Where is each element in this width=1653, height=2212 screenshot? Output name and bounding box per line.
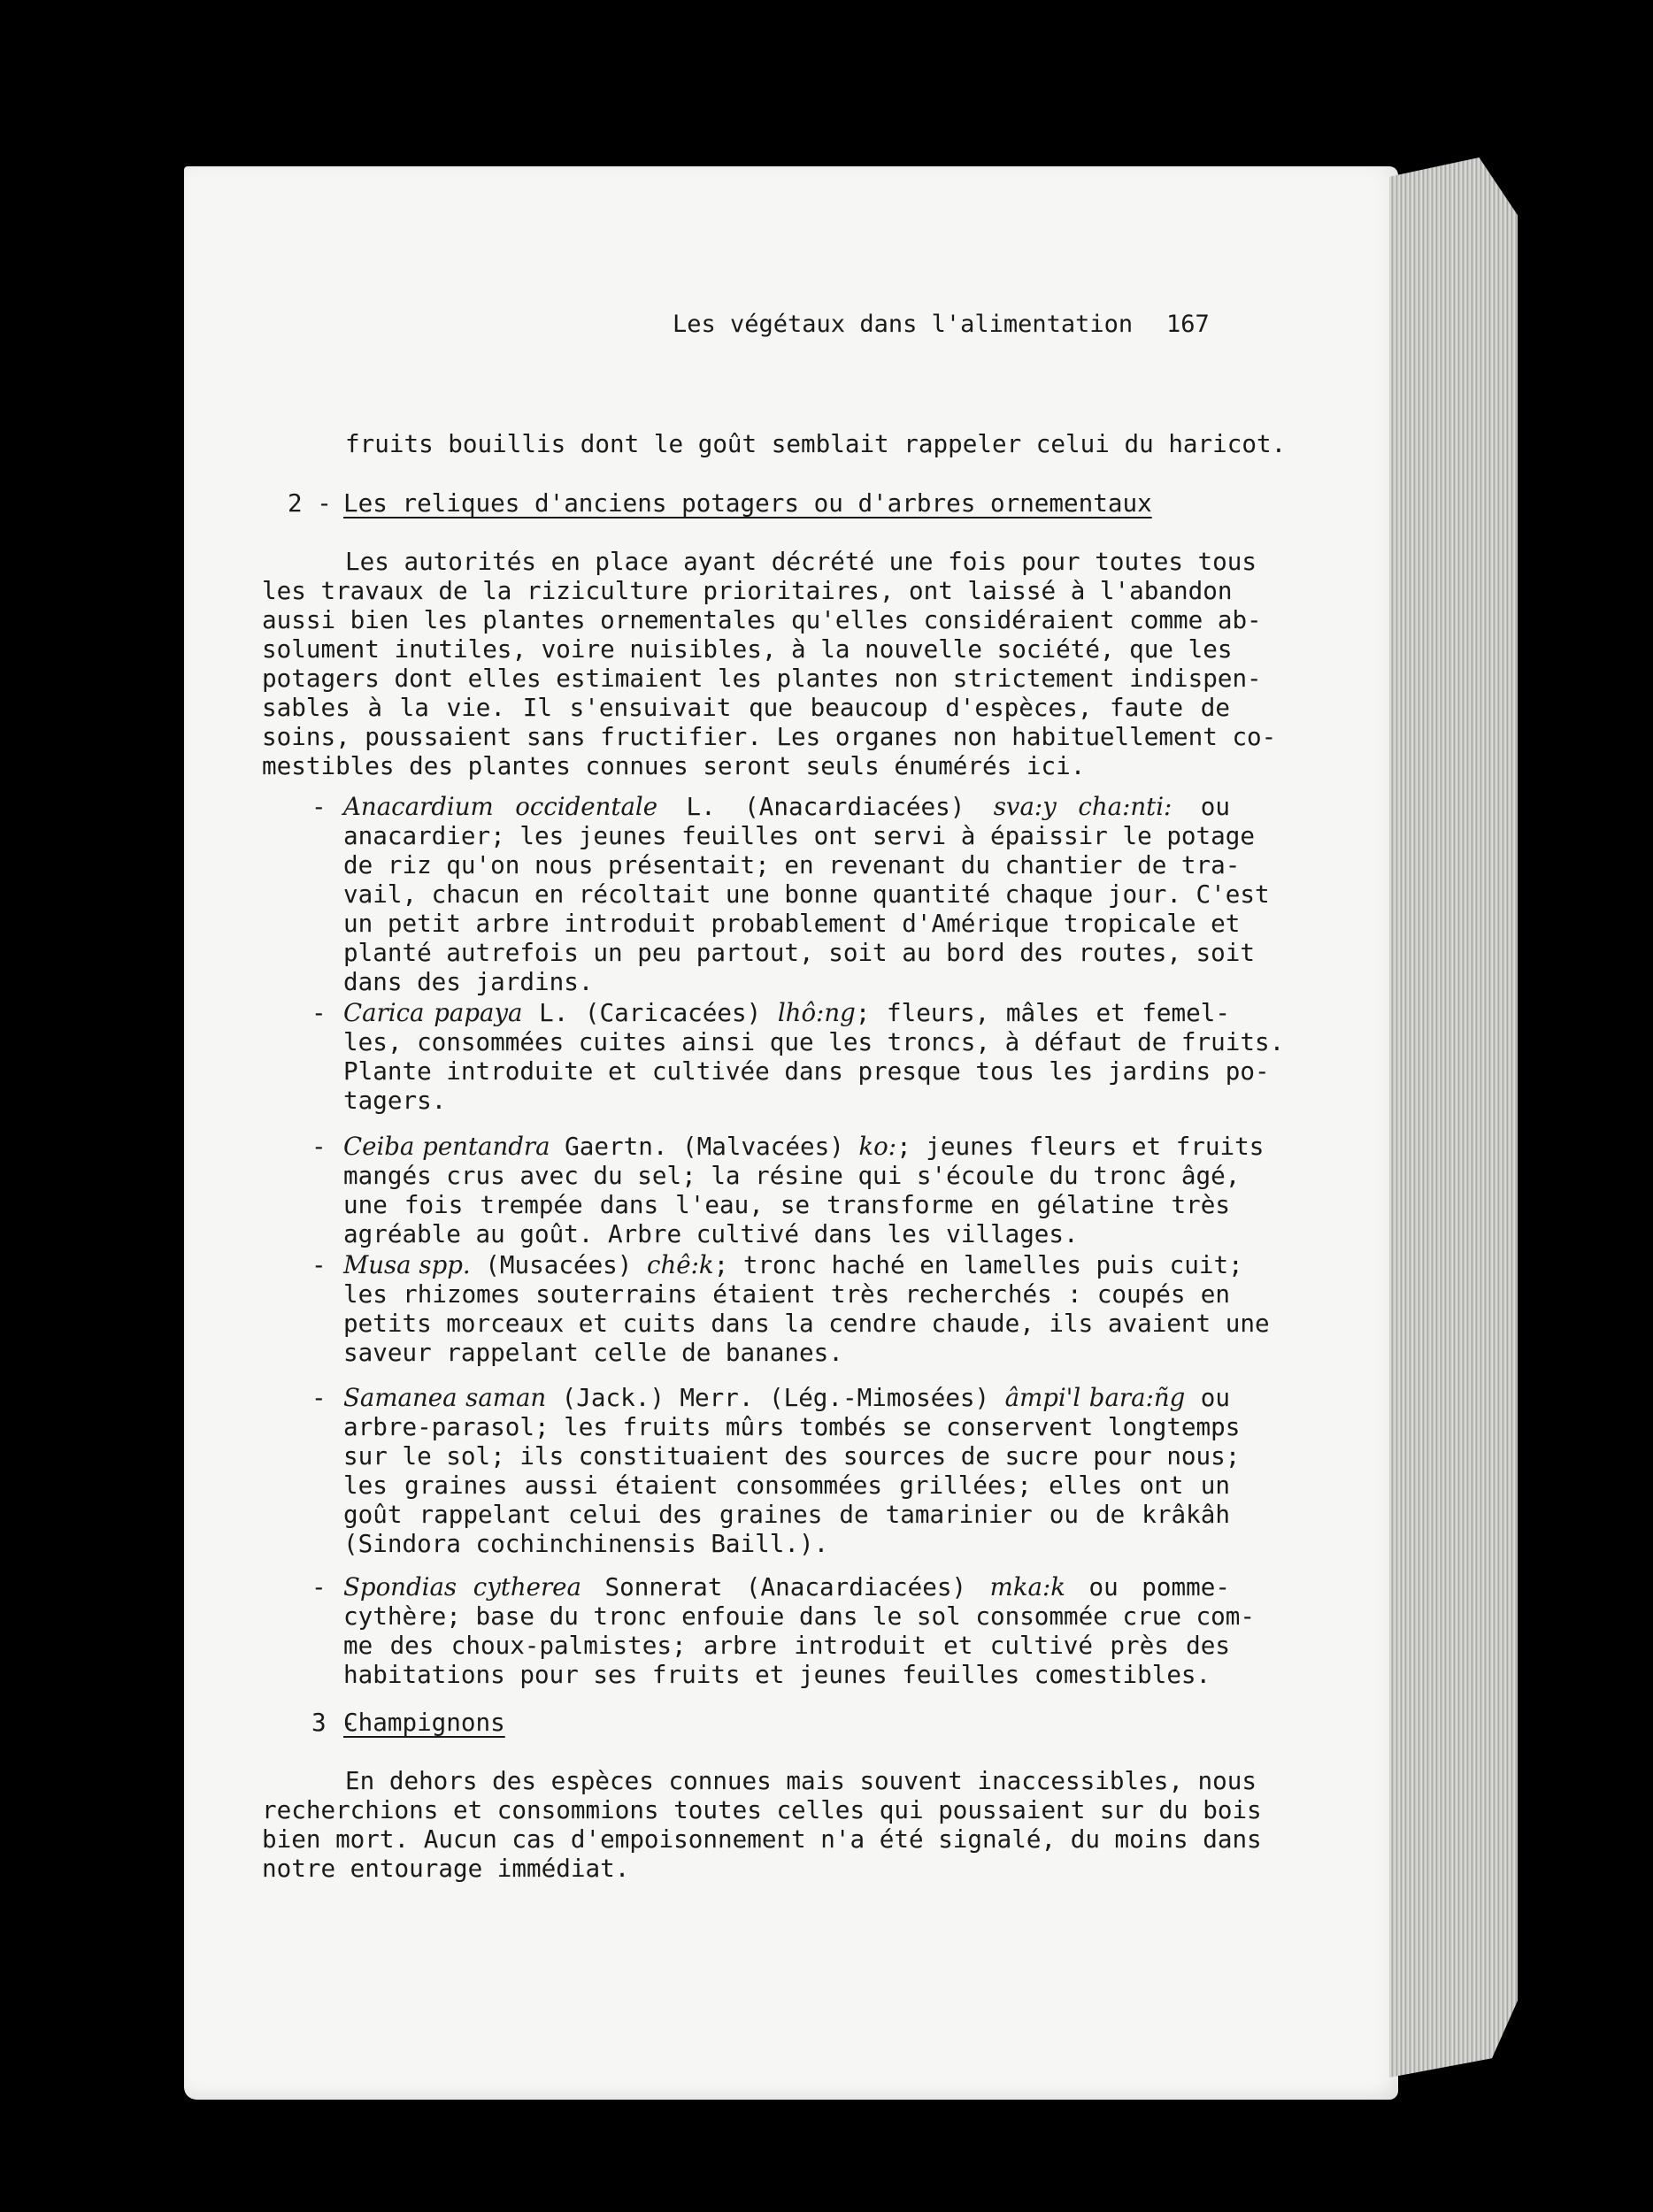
species-description-line: anacardier; les jeunes feuilles ont servi à épaissir le potage [343, 821, 1255, 850]
species-vernacular-name: mka:k [989, 1572, 1066, 1601]
species-description-line: planté autrefois un peu partout, soit au bord des routes, soit [343, 938, 1255, 967]
species-description-line: vail, chacun en récoltait une bonne quantité chaque jour. C'est [343, 879, 1270, 909]
species-description-start: ou pomme- [1065, 1572, 1230, 1601]
species-family: Sonnerat (Anacardiacées) [580, 1572, 990, 1601]
section3-title: Champignons [343, 1708, 505, 1737]
species-description-line: un petit arbre introduit probablement d'Amérique tropicale et [343, 909, 1241, 938]
species-description-line: goût rappelant celui des graines de tamarinier ou de krâkâh [343, 1500, 1230, 1529]
paragraph-line: soins, poussaient sans fructifier. Les organes non habituellement co- [262, 722, 1277, 751]
section3-number: 3 - [311, 1708, 356, 1737]
species-vernacular-name: ko: [858, 1132, 897, 1161]
species-family: L. (Caricacées) [522, 998, 778, 1027]
species-first-line [343, 1250, 1243, 1279]
paragraph-line: notre entourage immédiat. [262, 1854, 630, 1883]
species-description-line: me des choux-palmistes; arbre introduit et cultivé près des [343, 1631, 1230, 1660]
species-description-line: saveur rappelant celle de bananes. [343, 1338, 843, 1367]
species-description-start: ; tronc haché en lamelles puis cuit; [713, 1250, 1243, 1279]
species-first-line [343, 1572, 1230, 1601]
species-first-line [343, 792, 1230, 821]
species-first-line [343, 1383, 1230, 1412]
species-description-line: arbre-parasol; les fruits mûrs tombés se conservent longtemps [343, 1412, 1241, 1441]
species-first-line [343, 1132, 1265, 1161]
paragraph-line: recherchions et consommions toutes celles qui poussaient sur du bois [262, 1795, 1262, 1824]
section3-paragraph [262, 1766, 1262, 1883]
species-family: Gaertn. (Malvacées) [550, 1132, 859, 1161]
species-description-line: les rhizomes souterrains étaient très recherchés : coupés en [343, 1279, 1230, 1309]
list-dash: - [311, 1572, 327, 1601]
species-vernacular-name: lhô:ng [777, 998, 856, 1027]
species-family: L. (Anacardiacées) [657, 792, 994, 821]
species-description-line: les, consommées cuites ainsi que les troncs, à défaut de fruits. [343, 1027, 1285, 1056]
species-entry [343, 792, 1270, 996]
paragraph-line: bien mort. Aucun cas d'empoisonnement n'a été signalé, du moins dans [262, 1824, 1262, 1854]
list-dash: - [311, 998, 327, 1027]
species-entry [343, 1132, 1265, 1248]
section2-title: Les reliques d'anciens potagers ou d'arbres ornementaux [343, 488, 1152, 518]
species-description-start: ou [1172, 792, 1230, 821]
paragraph-line: potagers dont elles estimaient les plantes non strictement indispen- [262, 664, 1262, 693]
paragraph-line: sables à la vie. Il s'ensuivait que beaucoup d'espèces, faute de [262, 693, 1230, 722]
species-description-line: (Sindora cochinchinensis Baill.). [343, 1529, 829, 1558]
species-entry [343, 998, 1285, 1115]
species-description-line: mangés crus avec du sel; la résine qui s'écoule du tronc âgé, [343, 1161, 1241, 1190]
list-dash: - [311, 792, 327, 821]
paragraph-line: aussi bien les plantes ornementales qu'elles considéraient comme ab- [262, 605, 1262, 634]
species-latin-name: Spondias cytherea [343, 1572, 581, 1601]
species-description-line: sur le sol; ils constituaient des sources de sucre pour nous; [343, 1441, 1241, 1471]
species-description-line: une fois trempée dans l'eau, se transforme en gélatine très [343, 1190, 1230, 1219]
paragraph-line: solument inutiles, voire nuisibles, à la nouvelle société, que les [262, 634, 1233, 664]
intro-line: fruits bouillis dont le goût semblait rappeler celui du haricot. [345, 429, 1287, 458]
species-latin-name: Samanea saman [343, 1383, 547, 1412]
paragraph-line: Les autorités en place ayant décrété une fois pour toutes tous [345, 547, 1257, 576]
species-description-line: tagers. [343, 1086, 447, 1115]
species-description-start: ou [1185, 1383, 1231, 1412]
species-family: (Musacées) [470, 1250, 648, 1279]
species-description-start: ; fleurs, mâles et femel- [855, 998, 1231, 1027]
species-description-start: ; jeunes fleurs et fruits [896, 1132, 1265, 1161]
species-description-line: petits morceaux et cuits dans la cendre chaude, ils avaient une [343, 1309, 1270, 1338]
running-header: Les végétaux dans l'alimentation [673, 311, 1134, 338]
species-description-line: cythère; base du tronc enfouie dans le sol consommée crue com- [343, 1601, 1255, 1631]
species-entry [343, 1250, 1270, 1367]
species-latin-name: Anacardium occidentale [343, 792, 658, 821]
list-dash: - [311, 1250, 327, 1279]
species-description-line: de riz qu'on nous présentait; en revenant du chantier de tra- [343, 850, 1241, 879]
species-first-line [343, 998, 1230, 1027]
species-family: (Jack.) Merr. (Lég.-Mimosées) [546, 1383, 1005, 1412]
paragraph-line: mestibles des plantes connues seront seuls énumérés ici. [262, 751, 1086, 780]
species-entry [343, 1572, 1255, 1689]
species-latin-name: Musa spp. [343, 1250, 471, 1279]
section2-paragraph [262, 547, 1277, 780]
species-description-line: agréable au goût. Arbre cultivé dans les villages. [343, 1219, 1079, 1248]
species-description-line: Plante introduite et cultivée dans presque tous les jardins po- [343, 1056, 1270, 1086]
paragraph-line: les travaux de la riziculture prioritaires, ont laissé à l'abandon [262, 576, 1233, 605]
species-description-line: les graines aussi étaient consommées grillées; elles ont un [343, 1471, 1230, 1500]
species-latin-name: Ceiba pentandra [343, 1132, 550, 1161]
species-entry [343, 1383, 1241, 1558]
species-vernacular-name: chê:k [647, 1250, 714, 1279]
list-dash: - [311, 1383, 327, 1412]
section2-number: 2 - [288, 488, 332, 518]
species-description-line: habitations pour ses fruits et jeunes feuilles comestibles. [343, 1660, 1211, 1689]
species-vernacular-name: sva:y cha:nti: [993, 792, 1172, 821]
page-number: 167 [1166, 311, 1210, 338]
species-latin-name: Carica papaya [343, 998, 523, 1027]
species-description-line: dans des jardins. [343, 967, 594, 996]
species-vernacular-name: âmpi'l bara:ñg [1004, 1383, 1186, 1412]
paragraph-line: En dehors des espèces connues mais souvent inaccessibles, nous [345, 1766, 1257, 1795]
list-dash: - [311, 1132, 327, 1161]
